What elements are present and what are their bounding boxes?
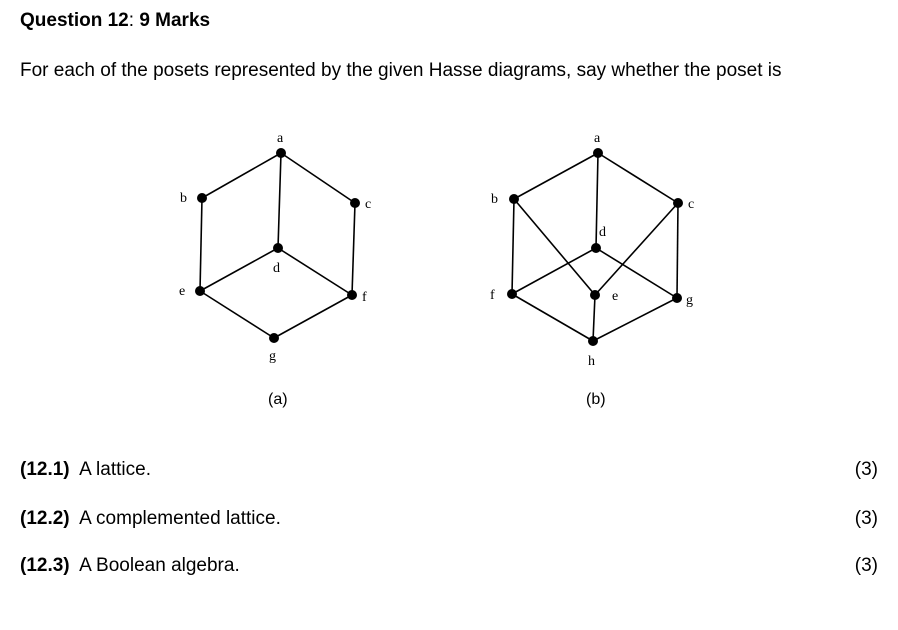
edge-b-e-h bbox=[593, 295, 595, 341]
edge-b-b-e bbox=[514, 199, 595, 295]
caption-b: (b) bbox=[586, 391, 606, 408]
label-b-c: c bbox=[688, 197, 695, 212]
label-a-e: e bbox=[179, 284, 186, 299]
question-separator: : bbox=[128, 10, 135, 31]
hasse-nodes-a bbox=[195, 148, 360, 343]
label-b-a: a bbox=[594, 131, 601, 146]
edge-a-c bbox=[281, 153, 355, 203]
label-a-c: c bbox=[365, 197, 372, 212]
node-a-a bbox=[276, 148, 286, 158]
sub-question-text: A Boolean algebra. bbox=[79, 555, 240, 576]
question-intro: For each of the posets represented by the given Hasse diagrams, say whether the poset is bbox=[20, 60, 782, 81]
label-a-f: f bbox=[362, 290, 367, 305]
sub-question-12-1 bbox=[20, 459, 151, 481]
label-a-b: b bbox=[180, 191, 187, 206]
sub-question-number: (12.1) bbox=[20, 459, 70, 480]
sub-question-number: (12.3) bbox=[20, 555, 70, 576]
label-b-b: b bbox=[491, 192, 498, 207]
node-b-d bbox=[591, 243, 601, 253]
label-a-d: d bbox=[273, 261, 280, 276]
label-b-h: h bbox=[588, 354, 595, 369]
sub-question-marks: (3) bbox=[854, 555, 878, 576]
edge-c-f bbox=[352, 203, 355, 295]
node-a-e bbox=[195, 286, 205, 296]
label-b-g: g bbox=[686, 293, 693, 308]
sub-question-marks: (3) bbox=[854, 459, 878, 480]
edge-b-e bbox=[200, 198, 202, 291]
edge-b-d-g bbox=[596, 248, 677, 298]
node-b-c bbox=[673, 198, 683, 208]
label-a-g: g bbox=[269, 349, 276, 364]
caption-a: (a) bbox=[268, 391, 288, 408]
edge-b-a-b bbox=[514, 153, 598, 199]
node-b-e bbox=[590, 290, 600, 300]
sub-question-12-3 bbox=[20, 555, 240, 577]
node-b-g bbox=[672, 293, 682, 303]
sub-question-12-2 bbox=[20, 508, 281, 530]
edge-b-c-g bbox=[677, 203, 678, 298]
node-b-f bbox=[507, 289, 517, 299]
sub-question-number: (12.2) bbox=[20, 508, 70, 529]
edge-a-b bbox=[202, 153, 281, 198]
label-b-e: e bbox=[612, 289, 619, 304]
label-b-d: d bbox=[599, 225, 606, 240]
edge-b-a-c bbox=[598, 153, 678, 203]
node-b-a bbox=[593, 148, 603, 158]
hasse-labels-a bbox=[179, 131, 371, 408]
edge-d-f bbox=[278, 248, 352, 295]
edge-b-g-h bbox=[593, 298, 677, 341]
node-a-d bbox=[273, 243, 283, 253]
edge-f-g bbox=[274, 295, 352, 338]
node-b-h bbox=[588, 336, 598, 346]
label-a-a: a bbox=[277, 131, 284, 146]
edge-b-b-f bbox=[512, 199, 514, 294]
hasse-nodes-b bbox=[507, 148, 683, 346]
edge-b-a-d bbox=[596, 153, 598, 248]
node-a-f bbox=[347, 290, 357, 300]
edge-b-d-f bbox=[512, 248, 596, 294]
label-b-f: f bbox=[490, 288, 495, 303]
sub-question-text: A lattice. bbox=[79, 459, 151, 480]
sub-question-text: A complemented lattice. bbox=[79, 508, 281, 529]
edge-b-f-h bbox=[512, 294, 593, 341]
node-a-g bbox=[269, 333, 279, 343]
edge-a-d bbox=[278, 153, 281, 248]
node-a-b bbox=[197, 193, 207, 203]
edge-d-e bbox=[200, 248, 278, 291]
node-a-c bbox=[350, 198, 360, 208]
question-label: Question 12 bbox=[20, 10, 129, 31]
sub-question-marks: (3) bbox=[854, 508, 878, 529]
question-marks: 9 Marks bbox=[139, 10, 211, 31]
edge-b-c-e bbox=[595, 203, 678, 295]
edge-e-g bbox=[200, 291, 274, 338]
hasse-labels-b bbox=[490, 131, 694, 408]
node-b-b bbox=[509, 194, 519, 204]
